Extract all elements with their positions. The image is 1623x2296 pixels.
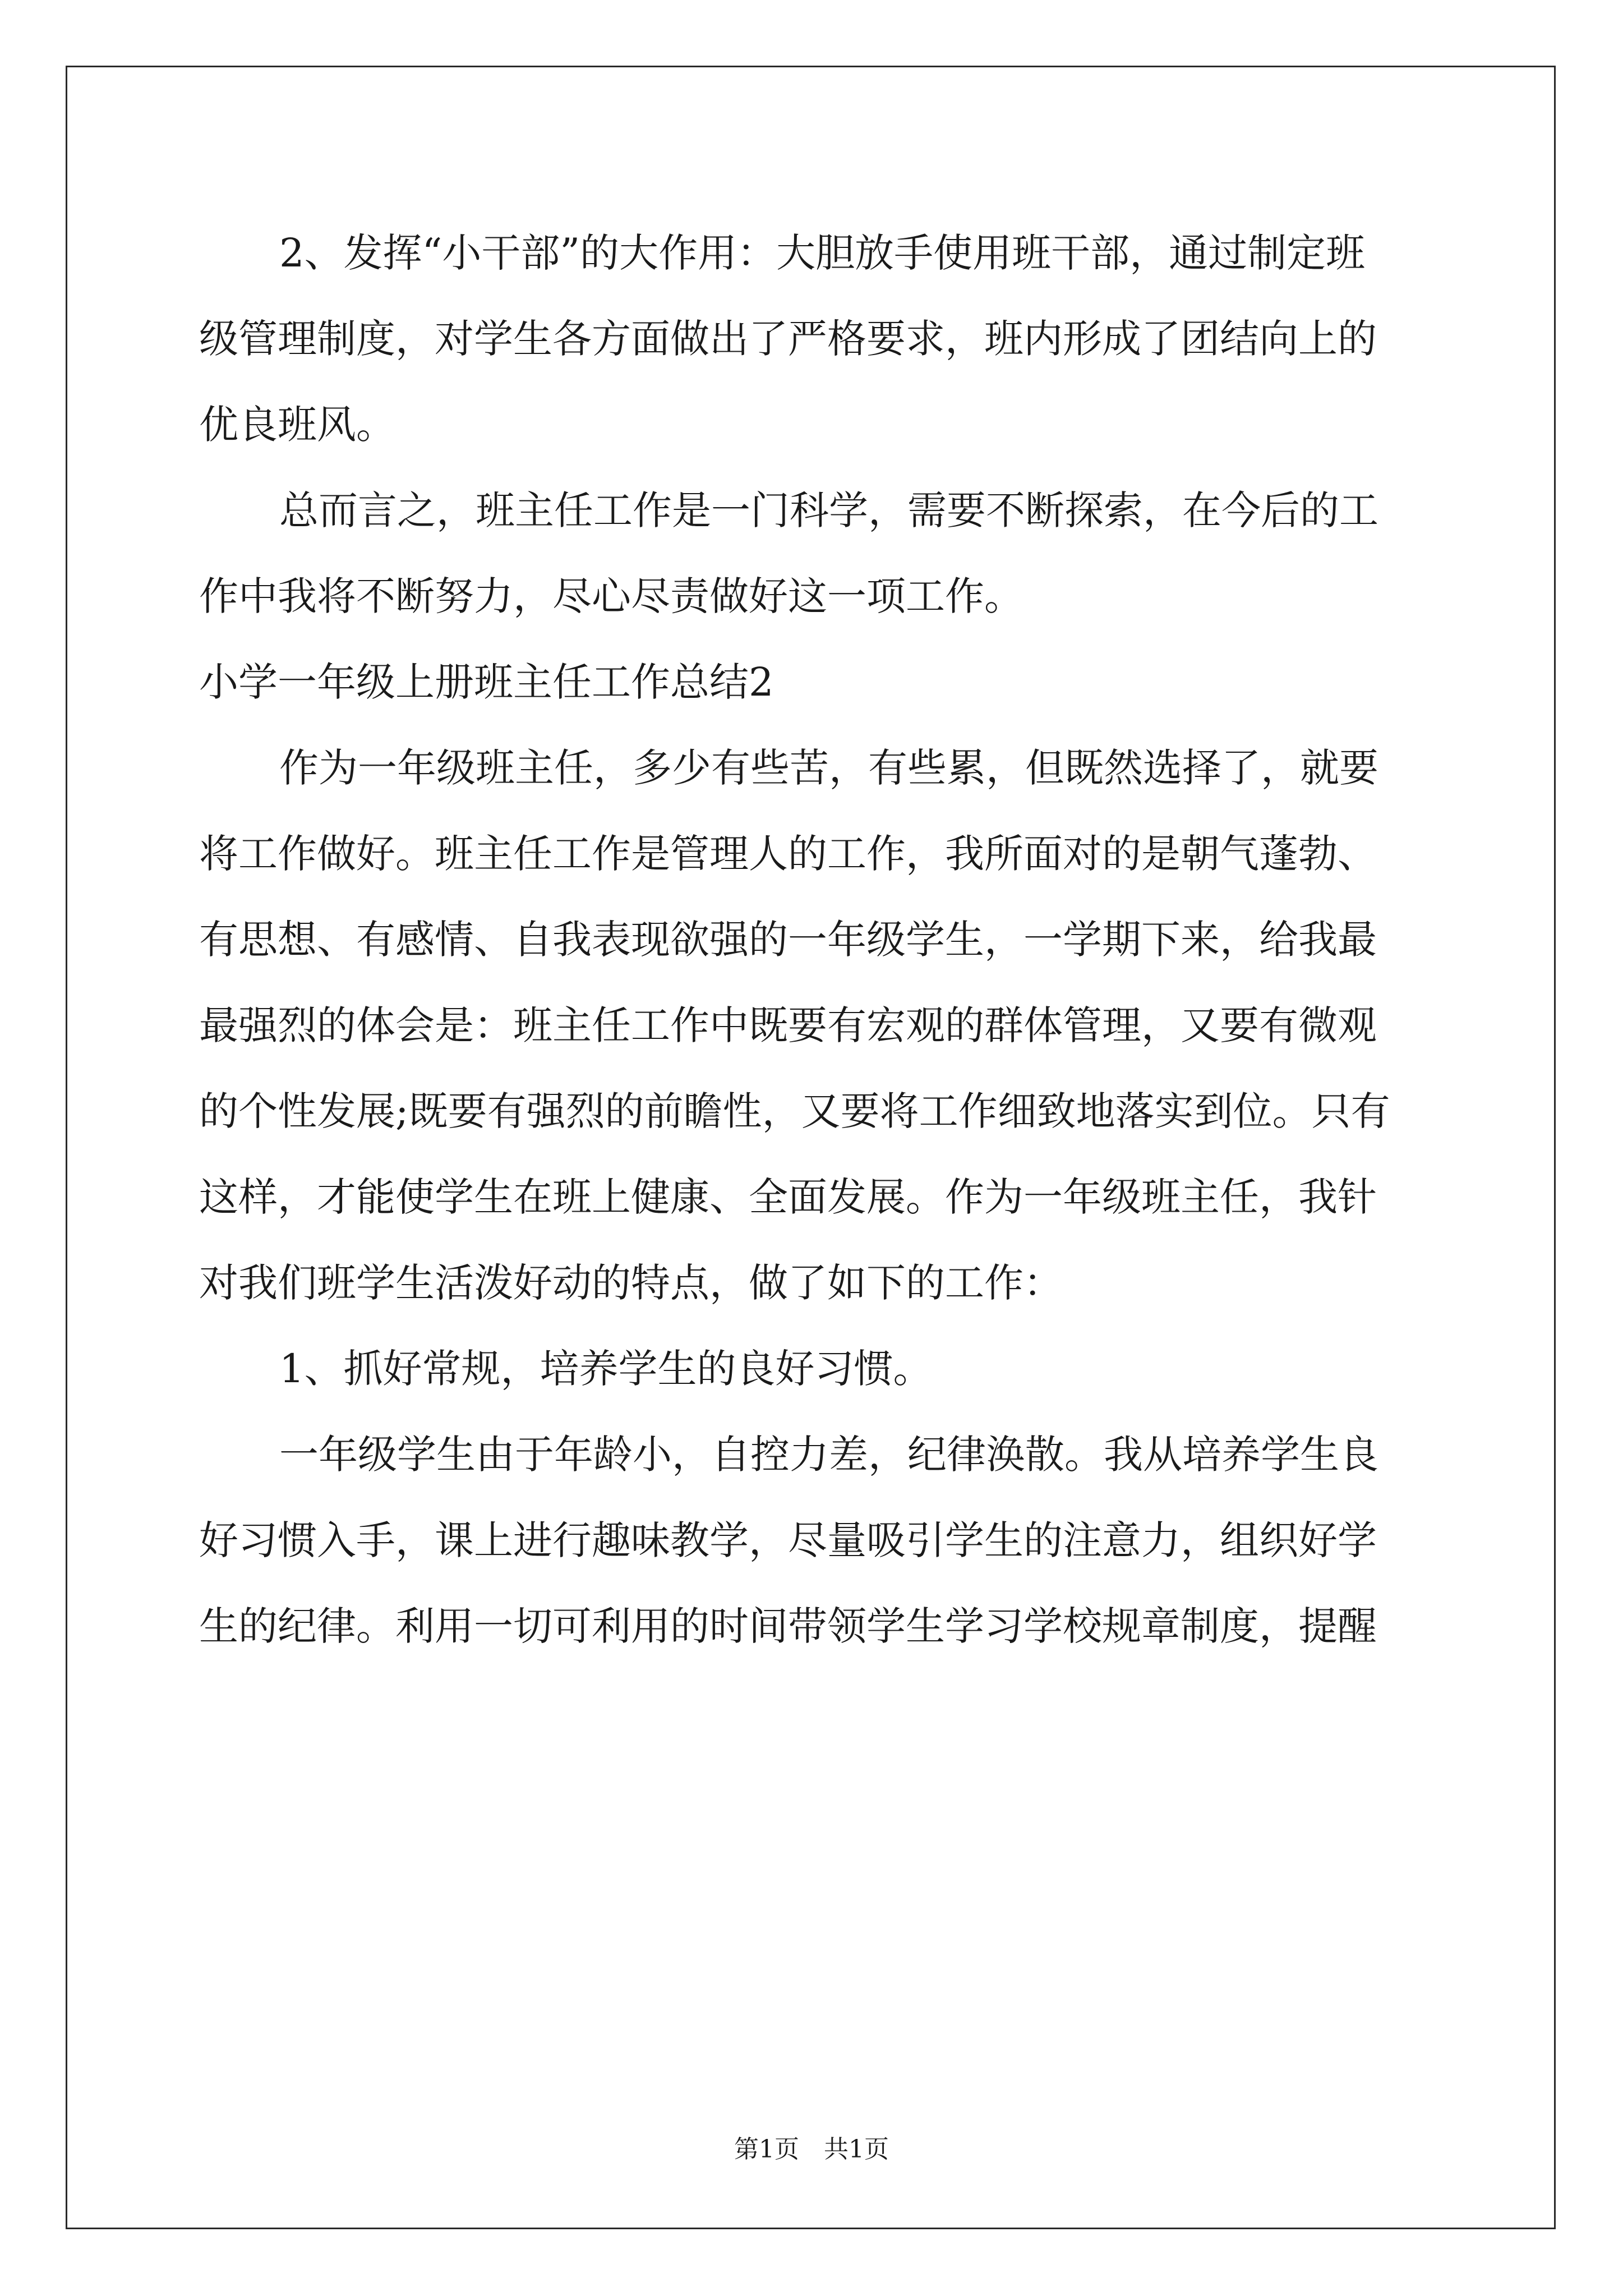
paragraph-line: 2、发挥“小干部”的大作用：大胆放手使用班干部，通过制定班 [279,230,1366,276]
paragraph-line: 优良班风。 [199,402,395,448]
paragraph-line: 好习惯入手，课上进行趣味教学，尽量吸引学生的注意力，组织好学 [199,1517,1377,1563]
paragraph-line: 的个性发展;既要有强烈的前瞻性，又要将工作细致地落实到位。只有 [199,1088,1390,1134]
paragraph-line: 这样，才能使学生在班上健康、全面发展。作为一年级班主任，我针 [199,1174,1377,1220]
paragraph-line: 生的纪律。利用一切可利用的时间带领学生学习学校规章制度，提醒 [199,1603,1377,1649]
paragraph-line: 总而言之，班主任工作是一门科学，需要不断探索，在今后的工 [279,487,1378,533]
document-body [199,210,1433,1669]
paragraph-line: 一年级学生由于年龄小，自控力差，纪律涣散。我从培养学生良 [279,1432,1378,1478]
paragraph-line: 作中我将不断努力，尽心尽责做好这一项工作。 [199,573,1023,619]
paragraph-line: 对我们班学生活泼好动的特点，做了如下的工作： [199,1260,1063,1306]
paragraph-line: 作为一年级班主任，多少有些苦，有些累，但既然选择了，就要 [279,745,1378,791]
paragraph-line: 有思想、有感情、自我表现欲强的一年级学生，一学期下来，给我最 [199,917,1377,963]
paragraph-line: 最强烈的体会是：班主任工作中既要有宏观的群体管理，又要有微观 [199,1002,1377,1048]
paragraph-line: 级管理制度，对学生各方面做出了严格要求，班内形成了团结向上的 [199,316,1377,362]
page-footer: 第1页 共1页 [734,2135,889,2164]
paragraph-line: 将工作做好。班主任工作是管理人的工作，我所面对的是朝气蓬勃、 [199,831,1377,877]
section-heading: 小学一年级上册班主任工作总结2 [199,659,774,705]
paragraph-line: 1、抓好常规，培养学生的良好习惯。 [279,1346,933,1392]
